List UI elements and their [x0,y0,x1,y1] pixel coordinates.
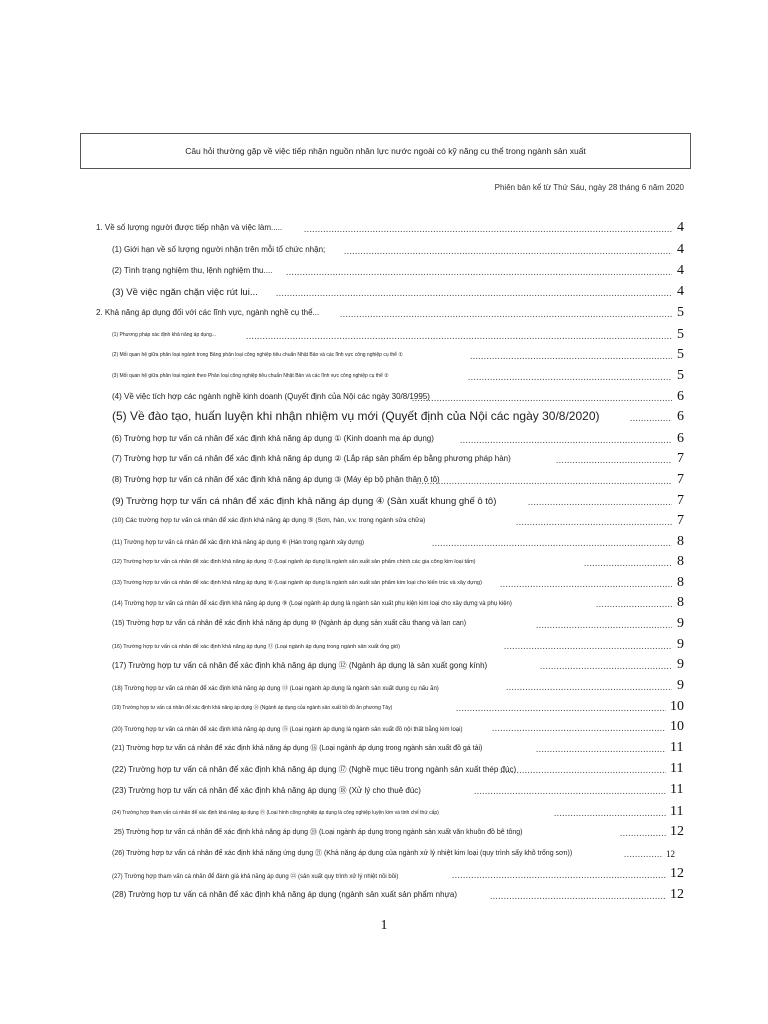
toc-entry-title: (3) Về việc ngăn chặn việc rút lui... [112,287,258,298]
toc-leader-dots [246,331,672,344]
toc-entry[interactable] [0,286,768,300]
toc-leader-dots [584,558,672,571]
toc-entry[interactable] [0,515,768,529]
toc-entry[interactable] [0,806,768,820]
toc-entry-page-number: 11 [670,740,684,755]
toc-entry-title: (23) Trường hợp tư vấn cá nhân để xác định khả năng áp dụng ⑱ (Xử lý cho thuê đúc) [112,786,421,795]
toc-entry-page-number: 8 [677,534,684,549]
toc-leader-dots [412,393,672,406]
toc-entry-title: (1) Phương pháp xác định khả năng áp dụng... [112,332,216,338]
toc-leader-dots [620,828,666,841]
toc-entry-title: (14) Trường hợp tư vấn cá nhân để xác định khả năng áp dụng ⑨ (Loại ngành áp dụng là ngành sản xuất phụ kiện kim loại cho xây dựng và phụ kiện) [112,601,512,607]
toc-leader-dots [556,455,672,468]
toc-entry-page-number: 5 [677,368,684,383]
toc-entry-title: 1. Về số lượng người được tiếp nhận và việc làm..... [96,223,283,232]
toc-entry-title: (27) Trường hợp tham vấn cá nhân để đánh giá khả năng áp dụng ㉒ (sản xuất quy trình xử lý nhiệt nồi bồi) [112,874,399,880]
toc-entry-title: (20) Trường hợp tư vấn cá nhân để xác định khả năng áp dụng ⑮ (Loại ngành áp dụng là ngành sản xuất đồ nội thất bằng kim loại) [112,727,463,733]
toc-entry[interactable] [0,826,768,840]
toc-leader-dots [490,891,666,904]
toc-entry[interactable] [0,349,768,363]
toc-entry-title: (2) Tình trạng nghiệm thu, lệnh nghiệm thu.... [112,266,273,275]
toc-entry-title: (11) Trường hợp tư vấn cá nhân để xác định khả năng áp dụng ⑥ (Hàn trong ngành xây dựng) [112,540,365,546]
toc-entry-page-number: 9 [677,637,684,652]
toc-entry-page-number: 8 [677,595,684,610]
toc-entry-title: (13) Trường hợp tư vấn cá nhân để xác định khả năng áp dụng ⑧ (Loại ngành áp dụng là ngành sản xuất sản phẩm kim loại cho kiến trúc và xây dựng) [112,580,482,586]
toc-entry-page-number: 12 [670,824,684,839]
toc-leader-dots [456,703,666,716]
toc-entry-page-number: 8 [677,575,684,590]
toc-leader-dots [276,288,672,301]
toc-leader-dots [416,476,672,489]
toc-entry-page-number: 5 [677,305,684,320]
toc-entry[interactable] [0,433,768,447]
toc-entry[interactable] [0,659,768,673]
toc-entry[interactable] [0,495,768,509]
toc-entry-title: (2) Mối quan hệ giữa phân loại ngành trong Bảng phân loại công nghiệp tiêu chuẩn Nhật Bản và các lĩnh vực công nghiệp cụ thể ① [112,352,403,358]
toc-entry-page-number: 7 [677,472,684,487]
version-line: Phiên bản kể từ Thứ Sáu, ngày 28 tháng 6 năm 2020 [494,183,684,192]
toc-entry[interactable] [0,536,768,550]
toc-leader-dots [504,641,672,654]
toc-entry-title: (28) Trường hợp tư vấn cá nhân để xác định khả năng áp dụng (ngành sản xuất sản phẩm nhựa) [112,890,458,899]
toc-entry-title: (17) Trường hợp tư vấn cá nhân để xác định khả năng áp dụng ⑫ (Ngành áp dụng là sản xuất gọng kính) [112,661,488,670]
toc-entry-page-number: 12 [670,866,684,881]
toc-entry-title: (16) Trường hợp tư vấn cá nhân để xác định khả năng áp dụng ⑪ (Loại ngành áp dụng trong ngành sản xuất ống gió) [112,644,400,650]
toc-entry-title: (8) Trường hợp tư vấn cá nhân để xác định khả năng áp dụng ③ (Máy ép bộ phận thân ô tô) [112,475,440,484]
toc-leader-dots [344,246,672,259]
toc-entry-page-number: 9 [677,616,684,631]
toc-entry[interactable] [0,411,768,425]
toc-entry-page-number: 4 [677,263,684,278]
toc-entry[interactable] [0,244,768,258]
toc-entry-title: (1) Giới hạn về số lượng người nhận trên mỗi tổ chức nhận; [112,245,326,254]
toc-entry-page-number: 11 [670,782,684,797]
toc-entry-page-number: 6 [677,409,684,424]
toc-entry-title: (15) Trường hợp tư vấn cá nhân để xác định khả năng áp dụng ⑩ (Ngành áp dụng sản xuất cầu thang và lan can) [112,620,467,627]
toc-entry-page-number: 11 [670,761,684,776]
toc-entry[interactable] [0,618,768,632]
toc-leader-dots [500,579,672,592]
toc-entry-title: 2. Khả năng áp dụng đối với các lĩnh vực, ngành nghề cụ thể... [96,308,320,317]
toc-entry-title: (10) Các trường hợp tư vấn cá nhân để xác định khả năng áp dụng ⑤ (Sơn, hàn, v.v. trong ngành sửa chữa) [112,517,426,524]
toc-entry[interactable] [0,680,768,694]
toc-entry-title: (24) Trường hợp tham vấn cá nhân để xác định khả năng áp dụng ⑲ (Loại hình công nghiệp áp dụng là công nghiệp luyện kim và tinh chế thứ cấp) [112,810,439,816]
toc-entry-page-number: 9 [677,678,684,693]
toc-entry[interactable] [0,370,768,384]
toc-entry-title: (22) Trường hợp tư vấn cá nhân để xác định khả năng áp dụng ⑰ (Nghề mục tiêu trong ngành sản xuất thép đúc) [112,765,517,774]
toc-entry-page-number: 5 [677,347,684,362]
toc-entry-page-number: 6 [677,389,684,404]
toc-leader-dots [432,538,672,551]
toc-entry-title: (12) Trường hợp tư vấn cá nhân để xác định khả năng áp dụng ⑦ (Loại ngành áp dụng là ngành sản xuất sản phẩm chính các gia công kim loại tấm) [112,559,476,565]
toc-entry-page-number: 9 [677,657,684,672]
toc-entry-page-number: 4 [677,284,684,299]
toc-entry[interactable] [0,597,768,611]
toc-leader-dots [624,849,662,862]
toc-entry-page-number: 5 [677,327,684,342]
document-title: Câu hỏi thường gặp về việc tiếp nhận nguồn nhân lực nước ngoài có kỹ năng cụ thể trong ngành sản xuất [185,146,586,156]
toc-entry-title: (19) Trường hợp tư vấn cá nhân để xác định khả năng áp dụng ⑭ (Ngành áp dụng của ngành sản xuất bồ đồ ăn phương Tây) [112,705,393,711]
toc-entry[interactable] [0,329,768,343]
toc-entry-page-number: 11 [670,804,684,819]
toc-leader-dots [596,599,672,612]
toc-entry[interactable] [0,763,768,777]
toc-entry-title: (9) Trường hợp tư vấn cá nhân để xác định khả năng áp dụng ④ (Sản xuất khung ghế ô tô) [112,496,497,507]
toc-leader-dots [286,267,672,280]
toc-leader-dots [540,661,672,674]
toc-entry[interactable] [0,391,768,405]
toc-entry[interactable] [0,474,768,488]
toc-leader-dots [468,372,672,385]
toc-entry[interactable] [0,721,768,735]
toc-leader-dots [492,723,666,736]
toc-entry[interactable] [0,556,768,570]
toc-leader-dots [630,413,672,426]
toc-entry-title: (18) Trường hợp tư vấn cá nhân để xác định khả năng áp dụng ⑬ (Loại ngành áp dụng là ngành sản xuất dụng cụ nấu ăn) [112,686,439,692]
toc-entry-page-number: 12 [670,887,684,902]
toc-leader-dots [340,309,672,322]
toc-entry-title: 25) Trường hợp tư vấn cá nhân để xác định khả năng áp dụng ⑳ (Loại ngành áp dụng trong ngành sản xuất văn khuôn đồ bê tông) [114,829,523,836]
toc-entry[interactable] [0,577,768,591]
toc-leader-dots [528,497,672,510]
document-title-box [80,133,691,169]
toc-leader-dots [452,870,666,883]
toc-entry[interactable] [0,701,768,715]
toc-leader-dots [506,682,672,695]
toc-entry[interactable] [0,742,768,756]
toc-entry-page-number: 8 [677,554,684,569]
toc-entry-page-number: 7 [677,451,684,466]
toc-entry-page-number: 7 [677,493,684,508]
toc-leader-dots [516,517,672,530]
toc-entry-title: (3) Mối quan hệ giữa phân loại ngành theo Phân loại công nghiệp tiêu chuẩn Nhật Bản và các lĩnh vực công nghiệp cụ thể ② [112,373,389,379]
toc-leader-dots [554,808,666,821]
toc-entry-page-number: 6 [677,431,684,446]
toc-entry-title: (6) Trường hợp tư vấn cá nhân để xác định khả năng áp dụng ① (Kinh doanh mạ áp dụng) [112,434,434,443]
toc-entry[interactable] [0,307,768,321]
page-number: 1 [380,918,388,933]
toc-entry-title: (21) Trường hợp tư vấn cá nhân để xác định khả năng áp dụng ⑯ (Loại ngành áp dụng trong ngành sản xuất đồ gá tải) [112,745,483,752]
toc-leader-dots [460,435,672,448]
toc-entry[interactable] [0,868,768,882]
toc-entry[interactable] [0,847,768,861]
toc-entry[interactable] [0,265,768,279]
toc-entry[interactable] [0,453,768,467]
toc-entry[interactable] [0,639,768,653]
toc-entry-title: (26) Trường hợp tư vấn cá nhân để xác định khả năng ứng dụng ㉑ (Khả năng áp dụng của ngành xử lý nhiệt kim loại (quy trình sấy khô trống sơn)) [112,850,573,857]
toc-entry-page-number: 12 [666,849,675,859]
toc-entry[interactable] [0,784,768,798]
toc-entry-page-number: 7 [677,513,684,528]
toc-entry[interactable] [0,889,768,903]
toc-leader-dots [304,224,672,237]
toc-entry-page-number: 10 [670,719,684,734]
toc-leader-dots [500,765,666,778]
toc-entry-page-number: 4 [677,220,684,235]
toc-leader-dots [470,351,672,364]
toc-entry-title: (7) Trường hợp tư vấn cá nhân để xác định khả năng áp dụng ② (Lắp ráp sản phẩm ép bằng phương pháp hàn) [112,454,511,463]
toc-entry-page-number: 10 [670,699,684,714]
toc-leader-dots [536,620,672,633]
toc-entry-title: (4) Về việc tích hợp các ngành nghề kinh doanh (Quyết định của Nội các ngày 30/8/1995) [112,392,430,401]
toc-leader-dots [536,744,666,757]
toc-entry-title: (5) Về đào tạo, huấn luyện khi nhận nhiệm vụ mới (Quyết định của Nội các ngày 30/8/2020) [112,409,600,423]
toc-entry[interactable] [0,222,768,236]
toc-leader-dots [474,786,666,799]
toc-entry-page-number: 4 [677,242,684,257]
